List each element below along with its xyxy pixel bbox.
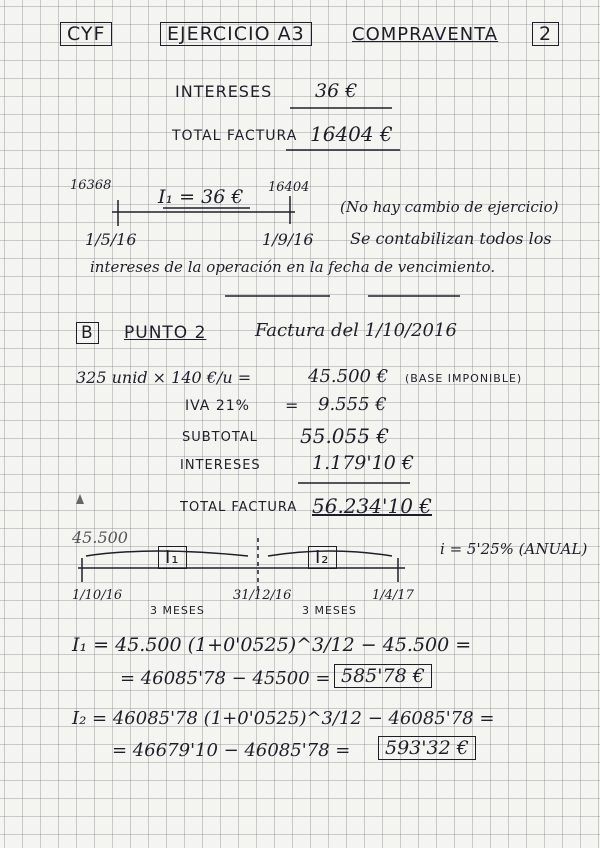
iva-value: 9.555 € <box>318 394 387 415</box>
punto2-interest-value: 1.179'10 € <box>312 452 414 474</box>
timeline2-date1: 1/10/16 <box>72 588 123 603</box>
timeline1-note-1: (No hay cambio de ejercicio) <box>340 198 559 216</box>
timeline1-note-3: intereses de la operación en la fecha de vencimiento. <box>90 258 496 276</box>
summary-total-value: 16404 € <box>310 122 393 146</box>
timeline1-start-date: 1/5/16 <box>85 230 137 249</box>
summary-interest-label: INTERESES <box>175 82 273 101</box>
timeline2-rate: i = 5'25% (ANUAL) <box>440 540 588 558</box>
subtotal-value: 55.055 € <box>300 424 390 448</box>
i1-formula-line1: I₁ = 45.500 (1+0'0525)^3/12 − 45.500 = <box>72 634 472 656</box>
punto2-total-label: TOTAL FACTURA <box>180 500 298 515</box>
course-code: CYF <box>60 22 112 46</box>
timeline2-start-value: 45.500 <box>72 528 128 547</box>
timeline2-span1: 3 MESES <box>150 604 205 617</box>
timeline2-brace-2 <box>268 551 392 556</box>
section-b-marker: B <box>76 322 99 344</box>
subtotal-label: SUBTOTAL <box>182 430 258 445</box>
timeline2-brace-1 <box>86 551 248 556</box>
punto2-invoice-date: Factura del 1/10/2016 <box>255 320 457 341</box>
summary-total-label: TOTAL FACTURA <box>172 128 298 144</box>
summary-interest-value: 36 € <box>315 80 358 102</box>
i2-formula-line1: I₂ = 46085'78 (1+0'0525)^3/12 − 46085'78 = <box>72 708 495 729</box>
topic-title: COMPRAVENTA <box>352 24 499 45</box>
timeline2-i2: I₂ <box>308 546 337 569</box>
i2-result: 593'32 € <box>378 736 476 760</box>
i2-formula-line2: = 46679'10 − 46085'78 = <box>112 740 351 761</box>
iva-equals: = <box>285 396 299 415</box>
timeline1-note-2: Se contabilizan todos los <box>350 229 552 248</box>
iva-label: IVA 21% <box>185 398 250 414</box>
pen-mark <box>76 494 84 504</box>
punto2-title: PUNTO 2 <box>124 323 207 343</box>
i1-formula-line2: = 46085'78 − 45500 = <box>120 668 331 689</box>
timeline1-interest: I₁ = 36 € <box>158 186 244 208</box>
exercise-title: EJERCICIO A3 <box>160 22 312 46</box>
timeline1-start-value: 16368 <box>70 178 112 193</box>
timeline2-date3: 1/4/17 <box>372 588 414 603</box>
punto2-line1-value: 45.500 € <box>308 366 389 387</box>
punto2-total-value: 56.234'10 € <box>312 494 433 518</box>
punto2-line1-calc: 325 unid × 140 €/u = <box>76 368 252 387</box>
punto2-interest-label: INTERESES <box>180 458 261 473</box>
punto2-line1-note: (BASE IMPONIBLE) <box>405 372 523 385</box>
timeline2-i1: I₁ <box>158 546 187 569</box>
timeline2-date2: 31/12/16 <box>233 588 292 603</box>
timeline2-span2: 3 MESES <box>302 604 357 617</box>
i1-result: 585'78 € <box>334 664 432 688</box>
timeline1-end-value: 16404 <box>268 180 310 195</box>
timeline1-end-date: 1/9/16 <box>262 230 314 249</box>
page-number: 2 <box>532 22 559 46</box>
